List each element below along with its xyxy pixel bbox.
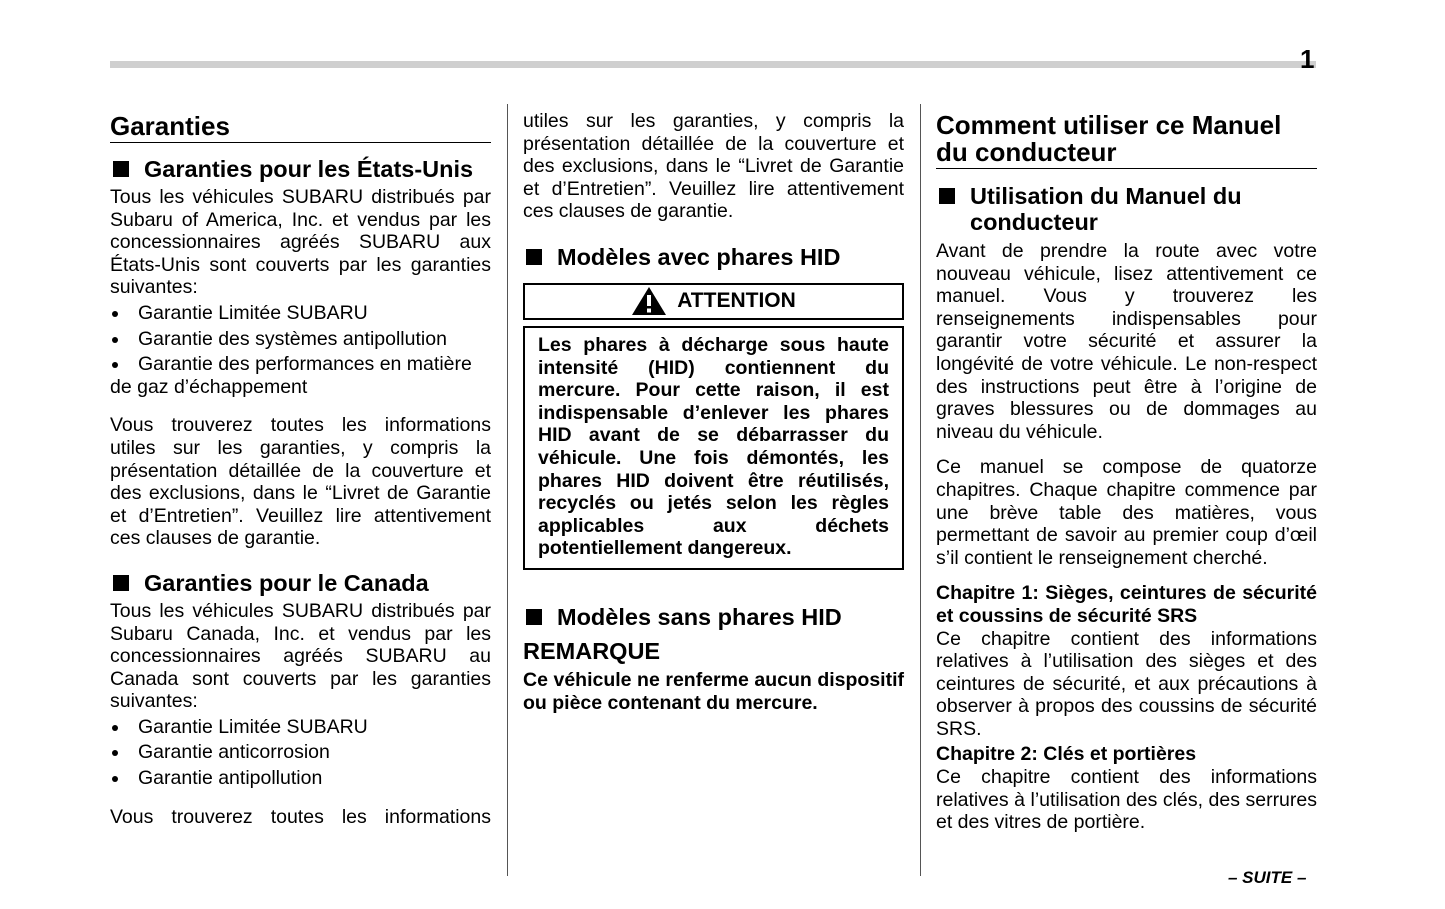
column-1 [110, 108, 491, 828]
column-divider [507, 104, 508, 876]
column-divider [920, 104, 921, 876]
attention-label: ATTENTION [677, 289, 796, 313]
note-text: Ce véhicule ne renferme aucun dispositif ou pièce contenant du mercure. [523, 668, 904, 714]
page-number: 1 [1300, 44, 1315, 74]
square-bullet-icon [113, 161, 129, 177]
square-bullet-icon [526, 249, 542, 265]
attention-header [523, 283, 904, 320]
us-warranty-list [110, 302, 491, 398]
chapter-2-title: Chapitre 2: Clés et portières [936, 743, 1197, 766]
canada-info-continued: utiles sur les garanties, y compris la présentation détaillée de la couverture et des exclusions, dans le “Livret de Garantie et d’Entretien”. Veuillez lire attentivement ces clauses de garantie. [523, 110, 904, 223]
column-2 [523, 110, 904, 714]
chapter-2-text: Ce chapitre contient des informations relatives à l’utilisation des clés, des serrures et des vitres de portière. [936, 766, 1317, 834]
column-3 [936, 108, 1317, 834]
list-item: Garantie anticorrosion [110, 741, 491, 764]
square-bullet-icon [939, 188, 955, 204]
manual-intro: Avant de prendre la route avec votre nouveau véhicule, lisez attentivement ce manuel. Vous y trouverez les renseignements indispensables pour garantir votre sécurité et assurer la longévité de votre véhicule. Le non-respect des instructions peut être à l’origine de graves blessures ou de dommages au niveau du véhicule. [936, 240, 1317, 443]
chapter-1-title: Chapitre 1: Sièges, ceintures de sécurité et coussins de sécurité SRS [936, 582, 1317, 627]
note-label: REMARQUE [523, 637, 661, 664]
heading-canada-warranties: Garanties pour le Canada [110, 570, 491, 596]
heading-us-warranties: Garanties pour les États-Unis [110, 156, 491, 182]
canada-intro: Tous les véhicules SUBARU distribués par Subaru Canada, Inc. et vendus par les concessionnaires agréés SUBARU au Canada sont couverts par les garanties suivantes: [110, 599, 491, 713]
attention-text: Les phares à décharge sous haute intensité (HID) contiennent du mercure. Pour cette raison, il est indispensable d’enlever les phares HID avant de se débarrasser du véhicule. Une fois démontés, les phares HID doivent être réutilisés, recyclés ou jetés selon les règles applicables aux déchets potentiellement dangereux. [538, 333, 889, 560]
canada-warranty-list [110, 716, 491, 790]
list-item: Garantie des performances en matière de gaz d’échappement [110, 353, 491, 398]
section-title-garanties: Garanties [110, 112, 491, 143]
manual-structure: Ce manuel se compose de quatorze chapitres. Chaque chapitre commence par une brève table des matières, vous permettant de savoir au premier coup d’œil s’il contient le renseignement cherché. [936, 456, 1317, 569]
warning-icon [631, 286, 667, 316]
list-item: Garantie Limitée SUBARU [110, 716, 491, 739]
canada-info-start: Vous trouverez toutes les informations [110, 805, 491, 828]
heading-non-hid-models: Modèles sans phares HID [523, 604, 904, 630]
list-item: Garantie antipollution [110, 767, 491, 790]
us-info: Vous trouverez toutes les informations utiles sur les garanties, y compris la présentation détaillée de la couverture et des exclusions, dans le “Livret de Garantie et d’Entretien”. Veuillez lire attentivement ces clauses de garantie. [110, 414, 491, 550]
square-bullet-icon [113, 575, 129, 591]
chapter-1-text: Ce chapitre contient des informations relatives à l’utilisation des sièges et des ceintures de sécurité, et aux précautions à observer à propos des coussins de sécurité SRS. [936, 627, 1317, 740]
list-item: Garantie Limitée SUBARU [110, 302, 491, 325]
section-title-manual: Comment utiliser ce Manuel du conducteur [936, 112, 1317, 169]
attention-box [523, 326, 904, 570]
heading-hid-models: Modèles avec phares HID [523, 244, 904, 270]
heading-manual-usage: Utilisation du Manuel du conducteur [936, 183, 1317, 235]
square-bullet-icon [526, 609, 542, 625]
continued-label: – SUITE – [1228, 868, 1307, 887]
list-item: Garantie des systèmes antipollution [110, 328, 491, 351]
header-rule [110, 61, 1316, 68]
us-intro: Tous les véhicules SUBARU distribués par Subaru of America, Inc. et vendus par les concessionnaires agréés SUBARU aux États-Unis sont couverts par les garanties suivantes: [110, 186, 491, 299]
